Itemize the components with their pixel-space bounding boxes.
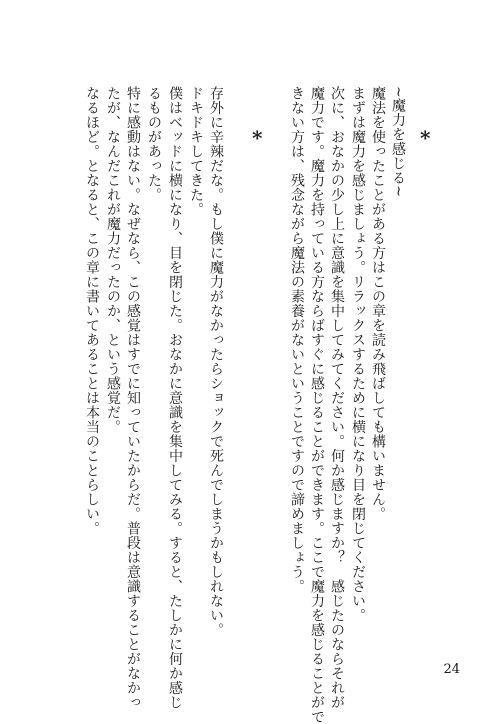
- section-2-line-2: ドキドキしてきた。: [188, 86, 204, 217]
- page-number: 24: [443, 662, 460, 677]
- section-2-line-4: るものがあった。: [146, 86, 162, 202]
- section-1-line-4: 魔力です。魔力を持っている方ならばすぐに感じることができます。ここで魔力を感じることがで: [309, 86, 325, 724]
- section-1-marker: *: [420, 126, 431, 150]
- section-1-line-5: きない方は、残念ながら魔法の素養がないということですので諦めましょう。: [289, 86, 305, 594]
- section-2-line-5: 特に感動はない。なぜなら、この感覚はすでに知っていたからだ。普段は意識することがなかっ: [125, 86, 141, 710]
- section-2-line-6: たが、なんだこれが魔力だったのか、という感覚だ。: [105, 86, 121, 434]
- section-2-line-7: なるほど。となると、この章に書いてあることは本当のことらしい。: [84, 86, 100, 536]
- section-1-title: ~魔力を感じる~: [390, 86, 406, 198]
- section-1-line-3: 次に、おなかの少し上に意識を集中してみてください。何か感じますか？ 感じたのならそれが: [329, 86, 345, 710]
- section-2-line-1: 存外に辛辣だな。もし僕に魔力がなかったらショックで死んでしまうかもしれない。: [208, 86, 224, 637]
- section-1-line-1: 魔法を使ったことがある方はこの章を読み飛ばしても構いません。: [370, 86, 386, 521]
- section-2-marker: *: [252, 126, 263, 150]
- section-1-line-2: まずは魔力を感じましょう。リラックスするために横になり目を閉じてください。: [350, 86, 366, 623]
- section-2-line-3: 僕はベッドに横になり、目を閉じた。おなかに意識を集中してみる。すると、たしかに何か感じ: [167, 86, 183, 710]
